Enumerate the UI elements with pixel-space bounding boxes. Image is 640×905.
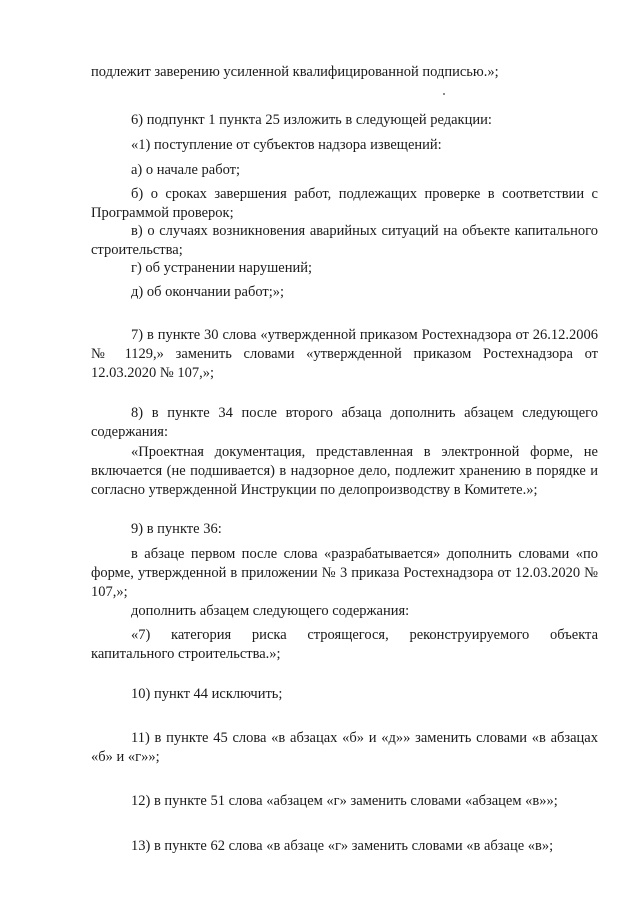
paragraph-item-8: 8) в пункте 34 после второго абзаца дополнить абзацем следующего содержания: [91,405,598,440]
paragraph-continuation: подлежит заверению усиленной квалифицированной подписью.»; [91,64,499,80]
paragraph-subitem-d: д) об окончании работ;»; [131,284,285,300]
paragraph-item-13: 13) в пункте 62 слова «в абзаце «г» заменить словами «в абзаце «в»; [131,838,554,854]
paragraph-item-9-first: в абзаце первом после слова «разрабатывается» дополнить словами «по форме, утвержденной в приложении № 3 приказа Ростехнадзора от 12.03.2020 № 107,»; [91,546,598,600]
paragraph-subitem-v: в) о случаях возникновения аварийных ситуаций на объекте капитального строительства; [91,223,598,258]
paragraph-item-11: 11) в пункте 45 слова «в абзацах «б» и «д»» заменить словами «в абзацах «б» и «г»»; [91,730,598,765]
paragraph-quote-risk-category: «7) категория риска строящегося, реконструируемого объекта капитального строительства.»; [91,627,598,662]
scan-speck [443,93,445,95]
paragraph-subitem-b: б) о сроках завершения работ, подлежащих проверке в соответствии с Программой проверок; [91,186,598,221]
paragraph-item-9-add: дополнить абзацем следующего содержания: [131,603,410,619]
paragraph-item-6: 6) подпункт 1 пункта 25 изложить в следующей редакции: [131,112,492,128]
paragraph-item-10: 10) пункт 44 исключить; [131,686,283,702]
paragraph-item-7: 7) в пункте 30 слова «утвержденной приказом Ростехнадзора от 26.12.2006 № 1129,» заменить словами «утвержденной приказом Ростехнадзора от 12.03.2020 № 107,»; [91,327,598,381]
paragraph-item-12: 12) в пункте 51 слова «абзацем «г» заменить словами «абзацем «в»»; [131,793,558,809]
paragraph-subitem-a: а) о начале работ; [131,162,241,178]
paragraph-item-9: 9) в пункте 36: [131,521,222,537]
paragraph-quote-project-docs: «Проектная документация, представленная в электронной форме, не включается (не подшивается) в надзорное дело, подлежит хранению в порядке и согласно утвержденной Инструкции по делопроизводству в Комитете.»; [91,444,598,498]
paragraph-subitem-g: г) об устранении нарушений; [131,260,313,276]
paragraph-subitem-1: «1) поступление от субъектов надзора извещений: [131,137,442,153]
